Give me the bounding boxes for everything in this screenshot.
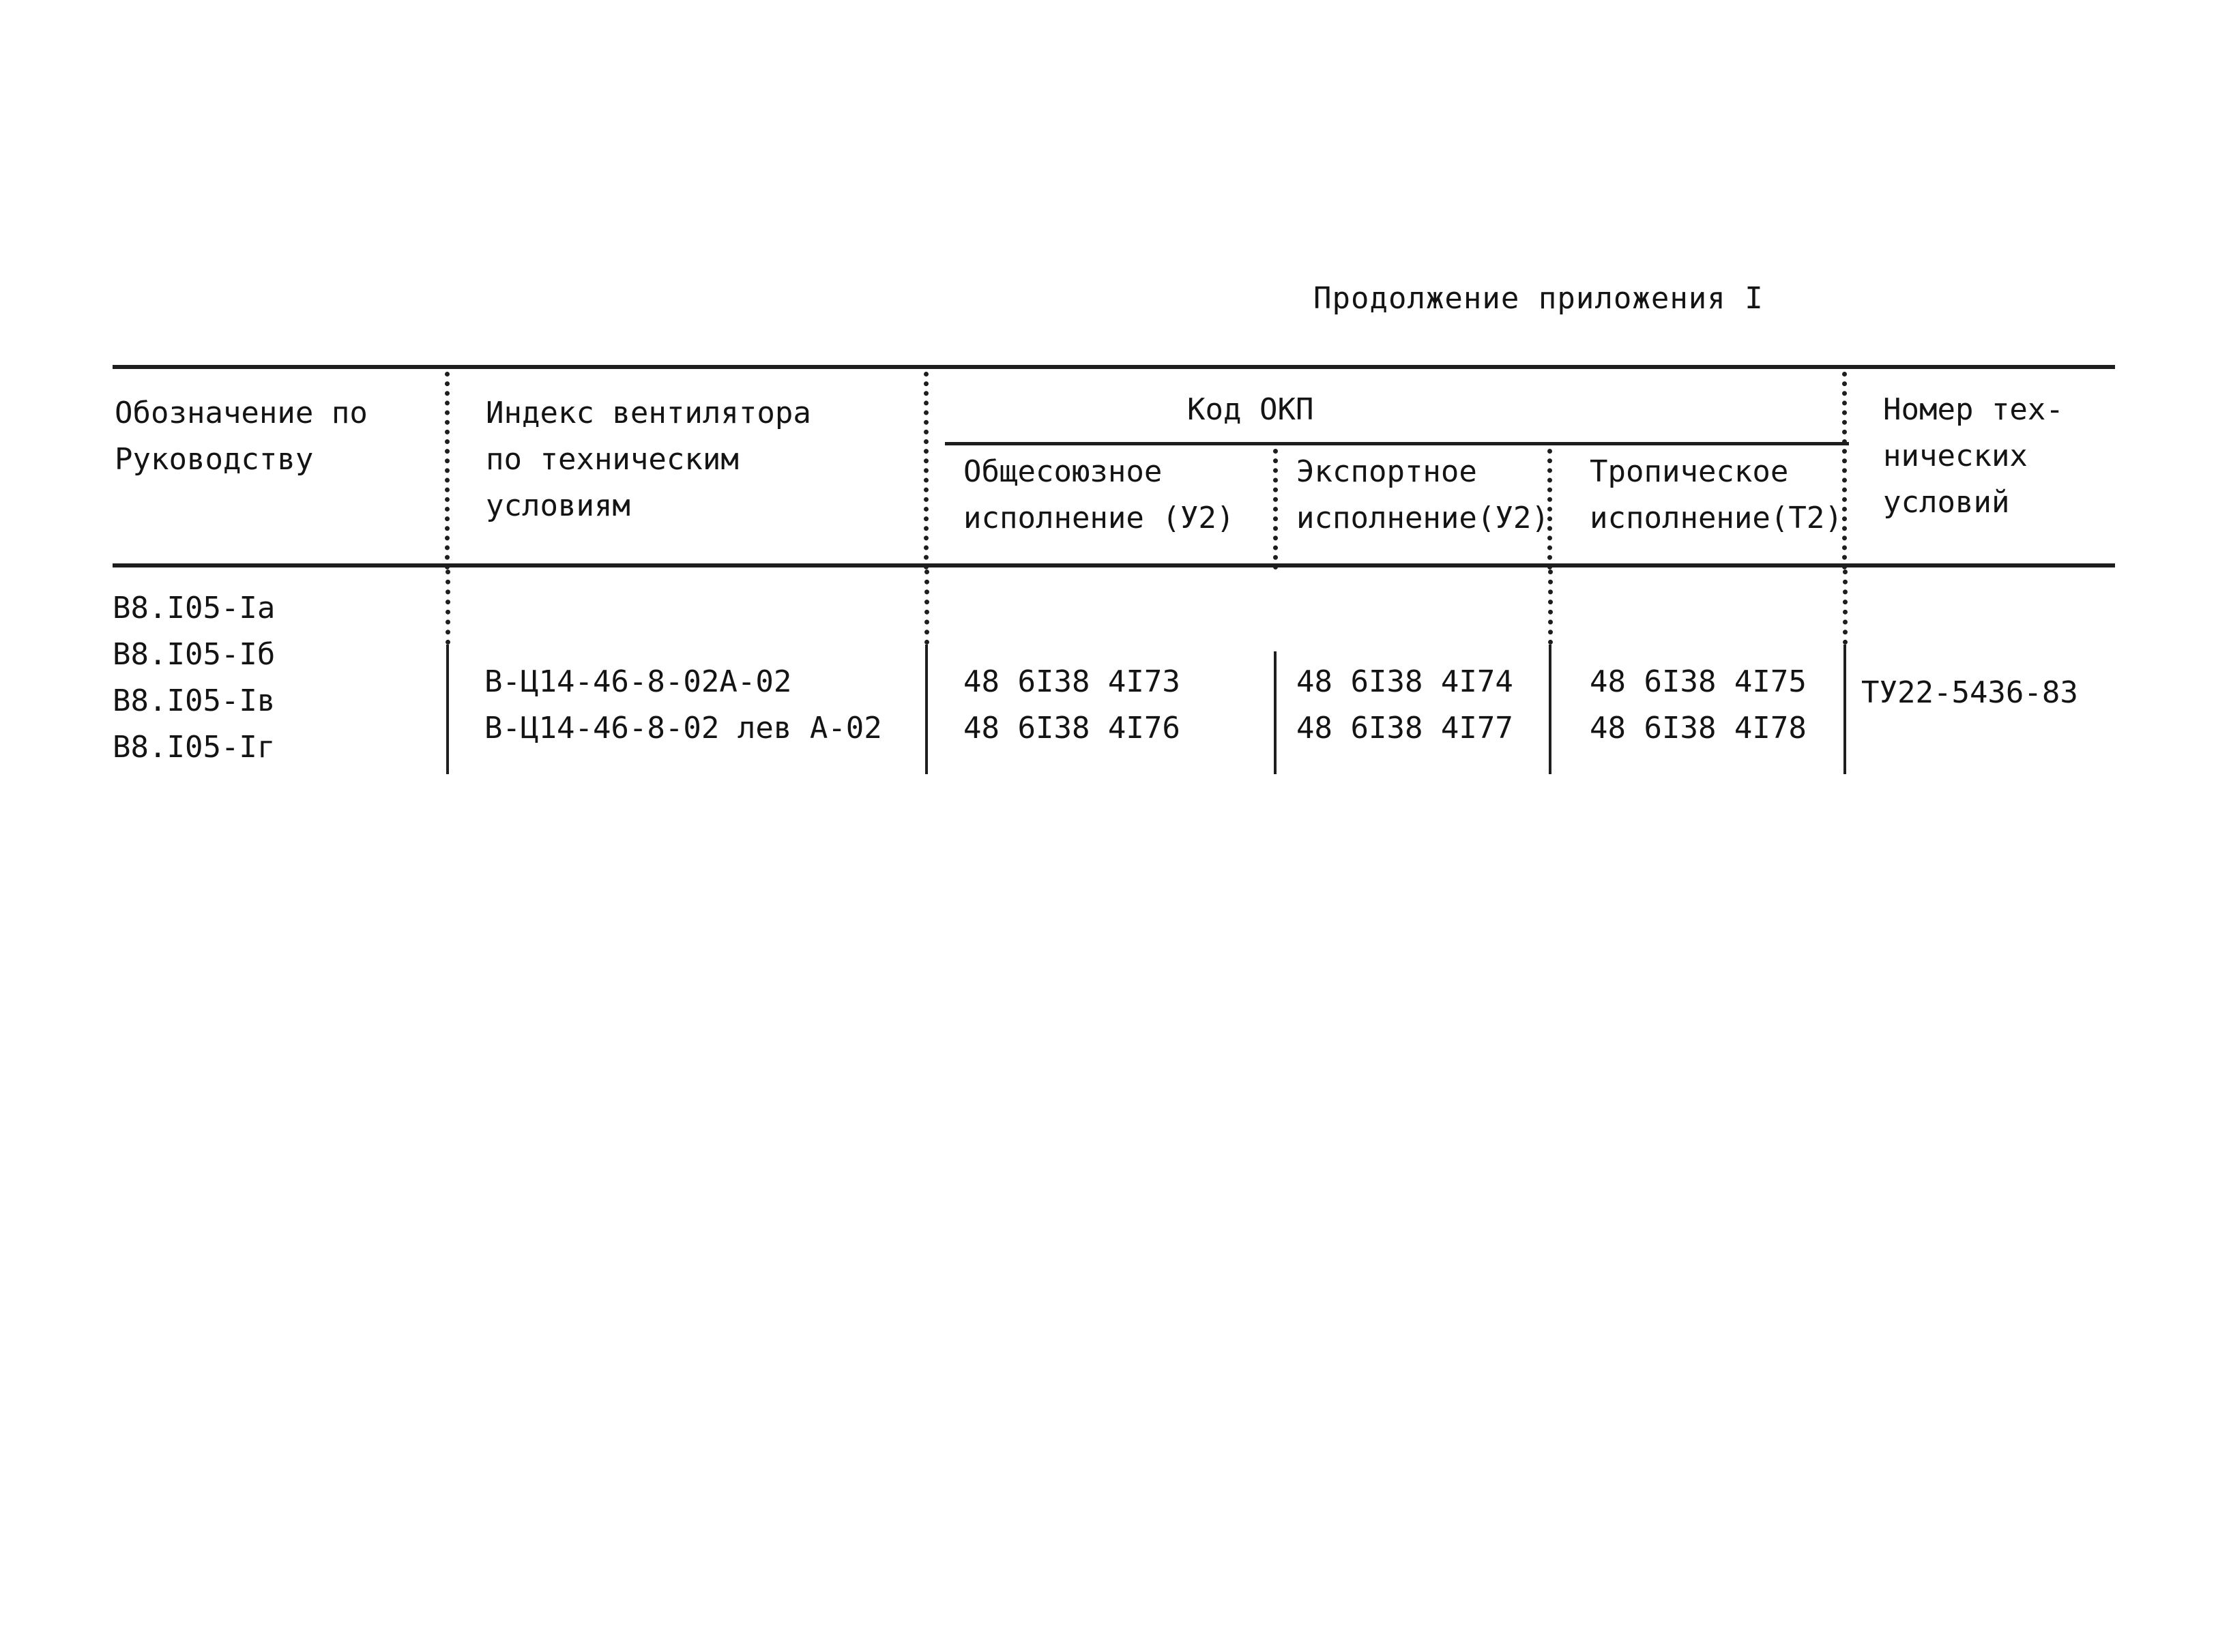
header-bottom-rule [113,563,2115,567]
table-cell: 48 6I38 4I77 [1296,711,1513,746]
col-separator-3-header [1273,449,1278,570]
header-okp-group: Код ОКП [1187,392,1314,427]
designation-list [113,585,275,771]
tech-conditions-value: ТУ22-5436-83 [1861,675,2078,710]
col-separator-4-body-top [1548,570,1553,645]
okp-subheader-rule [945,442,1849,445]
okp-export-codes [1296,659,1513,752]
col-separator-1-header [445,372,450,570]
table-cell: 48 6I38 4I73 [963,664,1180,699]
table-cell: 48 6I38 4I78 [1590,711,1807,746]
okp-general-codes [963,659,1180,752]
col-separator-2-body-top [924,570,929,645]
col-separator-1-body [446,645,449,774]
header-fan-index: Индекс вентилятора по техническим условиям [486,396,811,523]
table-cell: В8.I05-Iа [113,591,276,625]
header-okp-general: Общесоюзное исполнение (У2) [963,454,1235,535]
header-designation: Обозначение по Руководству [115,396,368,477]
okp-tropical-codes [1590,659,1807,752]
col-separator-2-header [924,372,929,570]
appendix-caption: Продолжение приложения I [1313,281,1764,316]
header-tech-conditions: Номер тех- нических условий [1883,392,2064,520]
col-separator-5-body [1843,645,1846,774]
table-cell: 48 6I38 4I74 [1296,664,1513,699]
table-cell: В-Ц14-46-8-02А-02 [484,664,792,699]
fan-index-list [484,659,882,752]
table-cell: В8.I05-Iв [113,683,276,718]
col-separator-2-body [925,645,928,774]
col-separator-4-body [1549,645,1551,774]
col-separator-5-header [1842,372,1847,570]
col-separator-5-body-top [1843,570,1848,645]
table-cell: В-Ц14-46-8-02 лев А-02 [484,711,882,746]
table-cell: 48 6I38 4I75 [1590,664,1807,699]
table-cell: 48 6I38 4I76 [963,711,1180,746]
table-cell: В8.I05-Iг [113,730,276,765]
header-okp-tropical: Тропическое исполнение(Т2) [1590,454,1843,535]
header-okp-export: Экспортное исполнение(У2) [1296,454,1549,535]
table-top-rule [113,365,2115,369]
col-separator-3-body [1274,651,1277,774]
col-separator-1-body-top [446,570,450,645]
table-cell: В8.I05-Iб [113,637,276,672]
